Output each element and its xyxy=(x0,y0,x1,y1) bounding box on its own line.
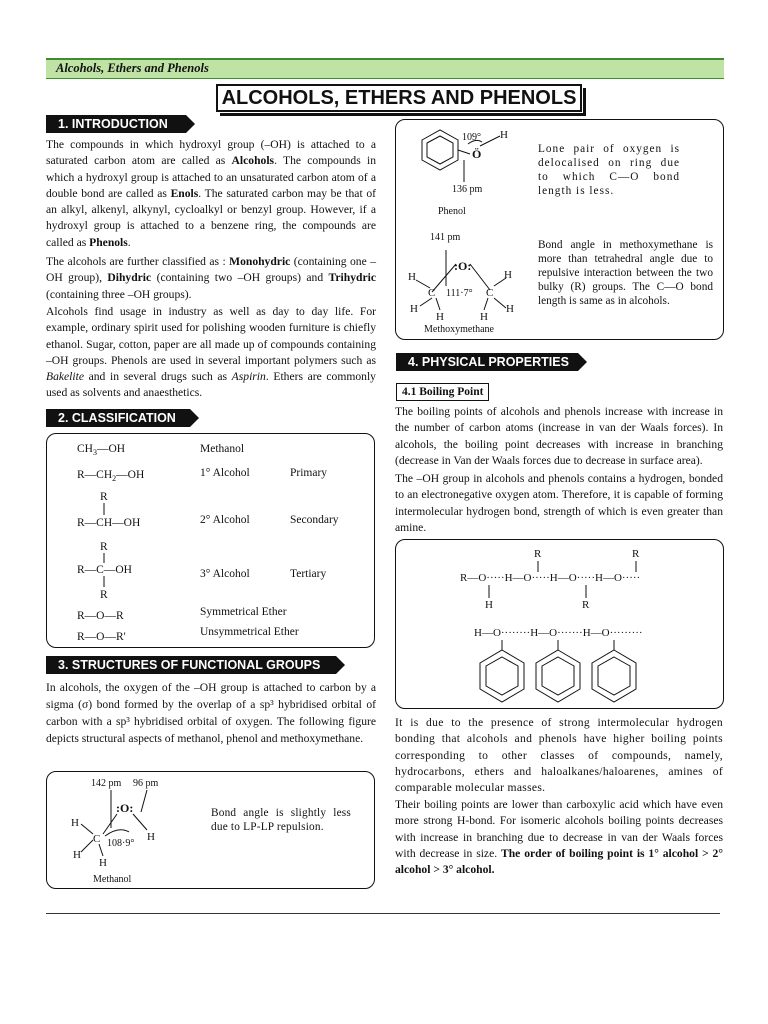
svg-text:136 pm: 136 pm xyxy=(452,184,483,195)
phenol-note: Lone pair of oxygen is delocalised on ring due to which C—O bond length is less. xyxy=(538,143,680,197)
ether-note: Bond angle in methoxymethane is more than tetrahedral angle due to repulsive interaction between the two bulky (R) groups. The C—O bond length is same as in alcohols. xyxy=(538,239,713,307)
svg-text:C: C xyxy=(428,287,436,299)
svg-text:Methoxymethane: Methoxymethane xyxy=(424,324,494,335)
running-title: Alcohols, Ethers and Phenols xyxy=(56,61,209,75)
intro-paragraph-1: The compounds in which hydroxyl group (–OH) is attached to a saturated carbon atom are called as Alcohols. The compounds in which a hydroxyl group is attached to an unsaturated carbon atom of a double bond are called as Enols. The saturated carbon may be that of an alkyl, alkenyl, alkynyl, cycloalkyl or benzyl group. However, if a hydroxyl group is attached to a benzene ring, the compounds are called as Phenols. xyxy=(46,138,376,249)
svg-text:R: R xyxy=(100,541,108,553)
section-heading-classification: 2. CLASSIFICATION xyxy=(46,409,190,427)
physical-paragraph-3: It is due to the presence of strong intermolecular hydrogen bonding that alcohols and phenols have higher boiling points corresponding to other classes of compounds, namely, hydrocarbons, ethers and haloalkanes/haloarenes, amines of comparable molecular masses. xyxy=(395,716,723,795)
svg-text:Phenol: Phenol xyxy=(438,206,466,217)
methanol-note: Bond angle is slightly less due to LP-LP repulsion. xyxy=(211,807,351,833)
svg-text::O:: :O: xyxy=(116,801,134,815)
section-heading-physical-properties: 4. PHYSICAL PROPERTIES xyxy=(396,353,578,371)
svg-text:H—O········H—O·······H—O······: H—O········H—O·······H—O········· xyxy=(474,627,643,639)
svg-text:Ö: Ö xyxy=(472,147,482,161)
svg-text:108·9°: 108·9° xyxy=(107,838,135,849)
svg-text:142 pm: 142 pm xyxy=(91,778,122,789)
svg-text:R—C—OH: R—C—OH xyxy=(77,564,132,576)
svg-text:C: C xyxy=(486,287,494,299)
methanol-box xyxy=(46,771,375,889)
svg-text:R: R xyxy=(582,599,590,611)
svg-text:R—O·····H—O·····H—O·····H—O···: R—O·····H—O·····H—O·····H—O····· xyxy=(460,572,641,584)
classification-formulas xyxy=(67,436,187,648)
class-type-4: Tertiary xyxy=(290,568,327,580)
svg-text:141 pm: 141 pm xyxy=(430,232,461,243)
svg-text:109°: 109° xyxy=(462,132,481,143)
svg-text:R—CH—OH: R—CH—OH xyxy=(77,517,141,529)
svg-text:CH3—OH: $CH_3—OH$ xyxy=(77,443,126,457)
svg-text:H: H xyxy=(147,831,155,843)
class-name-1: Methanol xyxy=(200,443,245,455)
running-header xyxy=(46,58,724,79)
section-heading-structures: 3. STRUCTURES OF FUNCTIONAL GROUPS xyxy=(46,656,336,674)
svg-text:R—CH2—OH: $R—CH_2—OH$ xyxy=(77,469,145,483)
svg-text:H: H xyxy=(480,311,488,323)
svg-text:H: H xyxy=(504,269,512,281)
methanol-diagram xyxy=(63,772,213,888)
physical-paragraph-4: Their boiling points are lower than carboxylic acid which have even more strong H-bond. For isomeric alcohols boiling points decreases with increase in branching due to decrease in van der Waals forces with decrease in size. The order of boiling point is 1° alcohol > 2° alcohol > 3° alcohol. xyxy=(395,798,723,877)
subheading-boiling-point: 4.1 Boiling Point xyxy=(396,383,489,401)
svg-text:96 pm: 96 pm xyxy=(133,778,159,789)
svg-text:111·7°: 111·7° xyxy=(446,288,473,299)
section-heading-introduction: 1. INTRODUCTION xyxy=(46,115,186,133)
physical-paragraph-1: The boiling points of alcohols and phenols increase with increase in the number of carbon atoms (increase in van der Waals forces). In alcohols, the boiling point decreases with increase in branching (decrease in Van der Waals forces due to decrease in surface area). xyxy=(395,405,723,467)
svg-text:H: H xyxy=(506,303,514,315)
svg-text:R: R xyxy=(534,548,542,560)
page-title: ALCOHOLS, ETHERS AND PHENOLS xyxy=(216,84,582,112)
hydrogen-bond-box xyxy=(395,539,724,709)
svg-text:H: H xyxy=(99,857,107,869)
svg-text:H: H xyxy=(500,129,508,141)
svg-text:H: H xyxy=(73,849,81,861)
svg-text:H: H xyxy=(408,271,416,283)
phenol-ether-box xyxy=(395,119,724,340)
svg-text:R: R xyxy=(632,548,640,560)
svg-text::O:: :O: xyxy=(454,259,472,273)
intro-paragraph-3: Alcohols find usage in industry as well as day to day life. For example, ordinary spirit used for polishing wooden furniture is chiefly ethanol. Sugar, cotton, paper are all made up of compounds containing –OH groups. Phenols are used in several important polymers such as Bakelite and in several drugs such as Aspirin. Ethers are commonly used as solvents and anaesthetics. xyxy=(46,305,376,400)
class-name-6: Unsymmetrical Ether xyxy=(200,626,299,638)
class-type-3: Secondary xyxy=(290,514,339,526)
intro-paragraph-2: The alcohols are further classified as : Monohydric (containing one –OH group), Dihydric (containing two –OH groups) and Trihydric (containing three –OH groups). xyxy=(46,255,376,301)
classification-box xyxy=(46,433,375,648)
svg-text:R: R xyxy=(100,589,108,601)
svg-text:H: H xyxy=(436,311,444,323)
svg-text:H: H xyxy=(71,817,79,829)
structures-paragraph: In alcohols, the oxygen of the –OH group is attached to carbon by a sigma (σ) bond formed by the overlap of a sp³ hybridised orbital of carbon with a sp³ hybridised orbital of oxygen. The following figure depicts structural aspects of methanol, phenol and methoxymethane. xyxy=(46,681,376,745)
class-name-3: 2° Alcohol xyxy=(200,514,250,526)
svg-text:H: H xyxy=(485,599,493,611)
class-name-2: 1° Alcohol xyxy=(200,467,250,479)
physical-paragraph-2: The –OH group in alcohols and phenols contains a hydrogen, bonded to an electronegative oxygen atom. Therefore, it is capable of forming intermolecular hydrogen bond, strength of which is even greater than amine. xyxy=(395,472,723,534)
class-type-2: Primary xyxy=(290,467,328,479)
svg-text:R: R xyxy=(100,491,108,503)
footer-divider xyxy=(46,913,720,914)
svg-text:R—O—R: R—O—R xyxy=(77,610,124,622)
hydrogen-bond-diagram xyxy=(396,540,723,708)
svg-text:H: H xyxy=(410,303,418,315)
svg-text:C: C xyxy=(93,833,101,845)
class-name-4: 3° Alcohol xyxy=(200,568,250,580)
class-name-5: Symmetrical Ether xyxy=(200,606,287,618)
svg-text:R—O—R': R—O—R' xyxy=(77,631,126,643)
svg-text:Methanol: Methanol xyxy=(93,874,132,885)
phenol-ether-diagram xyxy=(402,120,552,340)
